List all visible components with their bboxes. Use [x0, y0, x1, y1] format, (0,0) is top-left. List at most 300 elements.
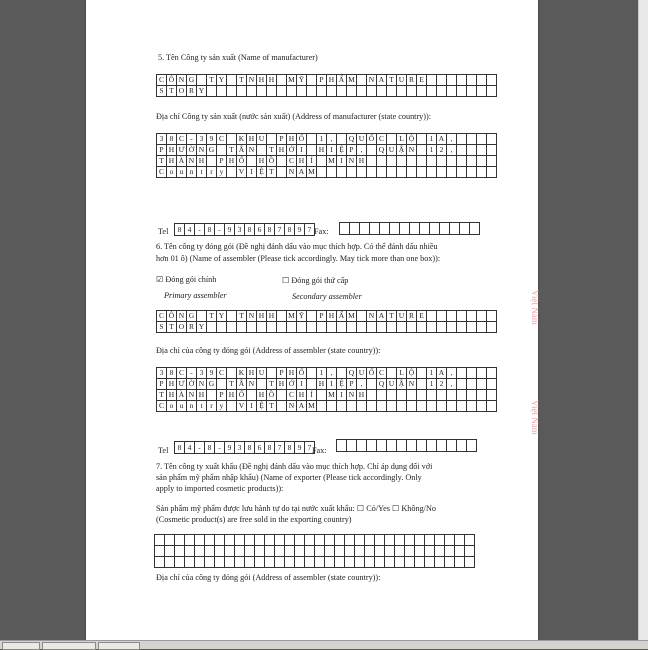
grid-cell: [417, 156, 427, 167]
checkbox-empty-icon[interactable]: ☐: [282, 276, 290, 285]
grid-cell: [427, 75, 437, 86]
grid-cell: A: [377, 75, 387, 86]
box-cell: [427, 440, 437, 452]
grid-cell: N: [367, 75, 377, 86]
grid-cell: r: [207, 401, 217, 412]
grid-cell: [307, 75, 317, 86]
box-cell: 6: [255, 442, 265, 454]
status-segment: [2, 642, 40, 650]
grid-cell: P: [347, 379, 357, 390]
manufacturer-fax-label: Fax:: [314, 227, 329, 236]
grid-cell: [317, 390, 327, 401]
grid-cell: 3: [157, 134, 167, 145]
grid-cell: [277, 86, 287, 97]
grid-cell: [195, 557, 205, 568]
grid-cell: C: [177, 368, 187, 379]
box-cell: 6: [255, 224, 265, 236]
grid-cell: Q: [347, 368, 357, 379]
grid-cell: M: [308, 401, 315, 410]
grid-cell: [227, 86, 237, 97]
box-cell: [380, 223, 390, 235]
manufacturer-fax-boxes: [339, 222, 480, 235]
box-cell: 7: [275, 224, 285, 236]
box-cell: [457, 440, 467, 452]
grid-cell: [217, 86, 227, 97]
grid-cell: I: [327, 379, 337, 390]
grid-cell: [455, 546, 465, 557]
grid-cell: I: [297, 379, 307, 390]
grid-cell: [327, 86, 337, 97]
grid-cell: [437, 401, 447, 412]
grid-cell: [185, 557, 195, 568]
grid-cell: [267, 368, 277, 379]
grid-cell: H: [247, 134, 257, 145]
box-cell: [447, 440, 457, 452]
free-sale-question-en: (Cosmetic product(s) are free sold in the exporting country): [156, 515, 352, 524]
grid-cell: 8: [167, 134, 177, 145]
box-cell: [347, 440, 357, 452]
box-cell: -: [215, 442, 225, 454]
grid-cell: [427, 390, 437, 401]
grid-cell: N: [287, 167, 297, 178]
grid-cell: [205, 557, 215, 568]
grid-cell: Ố: [237, 390, 247, 401]
grid-cell: [447, 75, 457, 86]
grid-cell: P: [217, 156, 227, 167]
box-cell: 9: [295, 224, 305, 236]
grid-cell: [377, 322, 387, 333]
grid-cell: [277, 401, 287, 412]
grid-cell: [375, 535, 385, 546]
assembler-address-grid: [156, 367, 497, 412]
grid-cell: t: [197, 401, 207, 412]
grid-cell: [325, 535, 335, 546]
grid-cell: [155, 535, 165, 546]
grid-cell: Ư: [177, 379, 187, 390]
checkbox-checked-icon[interactable]: ☑: [156, 275, 164, 284]
grid-cell: U: [397, 311, 407, 322]
secondary-assembler-en: Secondary assembler: [292, 292, 362, 301]
grid-cell: M: [328, 390, 335, 399]
grid-cell: [365, 535, 375, 546]
grid-cell: H: [327, 75, 337, 86]
grid-cell: [317, 401, 327, 412]
grid-cell: [397, 390, 407, 401]
grid-cell: 8: [167, 368, 177, 379]
grid-cell: 3: [197, 368, 207, 379]
grid-cell: [205, 535, 215, 546]
grid-cell: C: [157, 311, 167, 322]
grid-cell: Ố: [297, 134, 307, 145]
grid-cell: [487, 390, 497, 401]
grid-cell: [175, 557, 185, 568]
grid-cell: [225, 546, 235, 557]
grid-cell: [347, 322, 357, 333]
grid-cell: [317, 322, 327, 333]
grid-cell: t: [197, 167, 207, 178]
grid-cell: [395, 535, 405, 546]
grid-cell: H: [227, 390, 237, 401]
grid-cell: [205, 546, 215, 557]
grid-cell: Y: [197, 322, 207, 333]
grid-cell: [355, 535, 365, 546]
grid-cell: [315, 535, 325, 546]
grid-cell: [195, 535, 205, 546]
assembler-label-line2: hơn 01 ô) (Name of assembler (Please tick accordingly. May tick more than one box)):: [156, 254, 441, 263]
grid-cell: M: [288, 311, 295, 320]
grid-cell: n: [187, 167, 197, 178]
grid-cell: [265, 546, 275, 557]
grid-cell: Ư: [177, 145, 187, 156]
grid-cell: [487, 311, 497, 322]
grid-cell: o: [167, 167, 177, 178]
box-cell: 7: [305, 442, 315, 454]
grid-cell: [465, 535, 475, 546]
grid-cell: [465, 557, 475, 568]
grid-cell: [235, 546, 245, 557]
grid-cell: [417, 134, 427, 145]
manufacturer-name-grid: [156, 74, 497, 97]
grid-cell: [337, 134, 347, 145]
box-cell: 8: [245, 442, 255, 454]
grid-cell: [467, 311, 477, 322]
grid-cell: [227, 311, 237, 322]
grid-cell: H: [267, 311, 277, 322]
grid-cell: [265, 557, 275, 568]
grid-cell: [357, 401, 367, 412]
box-cell: [357, 440, 367, 452]
box-cell: [350, 223, 360, 235]
grid-cell: [307, 145, 317, 156]
grid-cell: [275, 535, 285, 546]
box-cell: 8: [205, 224, 215, 236]
grid-cell: ,: [447, 134, 457, 145]
grid-cell: [437, 86, 447, 97]
grid-cell: T: [267, 379, 277, 390]
box-cell: [400, 223, 410, 235]
grid-cell: [447, 86, 457, 97]
grid-cell: [165, 535, 175, 546]
grid-cell: [375, 557, 385, 568]
grid-cell: [295, 535, 305, 546]
status-segment: [42, 642, 96, 650]
grid-cell: [467, 379, 477, 390]
grid-cell: [385, 535, 395, 546]
grid-cell: [427, 322, 437, 333]
grid-cell: [377, 401, 387, 412]
grid-cell: [227, 75, 237, 86]
grid-cell: [397, 167, 407, 178]
grid-cell: 9: [207, 134, 217, 145]
assembler-address-label: Địa chỉ của công ty đóng gói (Address of assembler (state country)):: [156, 346, 381, 355]
grid-cell: [277, 322, 287, 333]
grid-cell: [425, 546, 435, 557]
grid-cell: 9: [207, 368, 217, 379]
grid-cell: [235, 535, 245, 546]
grid-cell: [467, 75, 477, 86]
box-cell: [360, 223, 370, 235]
grid-cell: U: [357, 134, 367, 145]
grid-cell: A: [297, 401, 307, 412]
grid-cell: Ố: [237, 156, 247, 167]
grid-cell: S: [157, 322, 167, 333]
grid-cell: [457, 379, 467, 390]
vertical-scrollbar[interactable]: [638, 0, 648, 642]
grid-cell: [457, 145, 467, 156]
grid-cell: Y: [217, 75, 227, 86]
grid-cell: [337, 368, 347, 379]
grid-cell: [295, 557, 305, 568]
grid-cell: H: [247, 368, 257, 379]
grid-cell: Ồ: [267, 156, 277, 167]
box-cell: 8: [265, 442, 275, 454]
manufacturer-tel-label: Tel: [158, 227, 169, 236]
grid-cell: C: [157, 75, 167, 86]
grid-cell: [465, 546, 475, 557]
grid-cell: C: [287, 390, 297, 401]
grid-cell: [277, 311, 287, 322]
grid-cell: [477, 75, 487, 86]
grid-cell: Q: [377, 379, 387, 390]
grid-cell: [477, 379, 487, 390]
grid-cell: [337, 322, 347, 333]
grid-cell: ,: [447, 368, 457, 379]
grid-cell: H: [297, 156, 307, 167]
grid-cell: [367, 145, 377, 156]
grid-cell: [477, 167, 487, 178]
box-cell: 4: [185, 442, 195, 454]
grid-cell: [457, 401, 467, 412]
box-cell: 9: [225, 224, 235, 236]
grid-cell: H: [167, 390, 177, 401]
grid-cell: [437, 75, 447, 86]
secondary-assembler-label: Đóng gói thứ cấp: [291, 276, 349, 285]
grid-cell: u: [177, 167, 187, 178]
box-cell: -: [195, 442, 205, 454]
grid-cell: 1: [317, 134, 327, 145]
grid-cell: [467, 322, 477, 333]
grid-cell: o: [167, 401, 177, 412]
grid-cell: [325, 557, 335, 568]
grid-cell: Ệ: [257, 401, 267, 412]
grid-cell: Ệ: [337, 145, 347, 156]
grid-cell: [467, 368, 477, 379]
grid-cell: 3: [157, 368, 167, 379]
grid-cell: [387, 368, 397, 379]
grid-cell: Ậ: [397, 379, 407, 390]
grid-cell: [237, 322, 247, 333]
grid-cell: [317, 167, 327, 178]
grid-cell: H: [167, 379, 177, 390]
red-stamp-mark-lower: Việt Nam: [530, 400, 540, 435]
box-cell: 8: [175, 442, 185, 454]
grid-cell: R: [407, 311, 417, 322]
grid-cell: Ờ: [187, 145, 197, 156]
free-sale-question[interactable]: Sản phẩm mỹ phẩm được lưu hành tự do tại nước xuất khẩu: ☐ Có/Yes ☐ Không/No: [156, 504, 436, 513]
grid-cell: [367, 156, 377, 167]
grid-cell: [477, 401, 487, 412]
grid-cell: [487, 167, 497, 178]
grid-cell: [417, 368, 427, 379]
grid-cell: [287, 322, 297, 333]
grid-cell: [315, 557, 325, 568]
secondary-assembler-option[interactable]: [282, 276, 348, 286]
grid-cell: C: [157, 167, 167, 178]
grid-cell: P: [347, 145, 357, 156]
grid-cell: [257, 145, 267, 156]
grid-cell: [387, 390, 397, 401]
grid-cell: À: [177, 156, 187, 167]
grid-cell: ,: [447, 379, 457, 390]
grid-cell: [307, 379, 317, 390]
grid-cell: [347, 167, 357, 178]
grid-cell: [305, 535, 315, 546]
grid-cell: [367, 390, 377, 401]
grid-cell: [385, 557, 395, 568]
grid-cell: T: [387, 311, 397, 322]
grid-cell: H: [287, 134, 297, 145]
grid-cell: [307, 86, 317, 97]
box-cell: [420, 223, 430, 235]
grid-cell: [447, 322, 457, 333]
grid-cell: [415, 535, 425, 546]
grid-cell: [317, 156, 327, 167]
grid-cell: [275, 557, 285, 568]
grid-cell: [245, 557, 255, 568]
grid-cell: [417, 401, 427, 412]
grid-cell: V: [237, 167, 247, 178]
grid-cell: [385, 546, 395, 557]
grid-cell: U: [397, 75, 407, 86]
grid-cell: [277, 156, 287, 167]
grid-cell: Ộ: [407, 368, 417, 379]
grid-cell: [387, 134, 397, 145]
grid-cell: U: [257, 368, 267, 379]
grid-cell: [297, 86, 307, 97]
grid-cell: [255, 535, 265, 546]
manufacturer-label: 5. Tên Công ty sản xuất (Name of manufacturer): [158, 53, 318, 62]
box-cell: [450, 223, 460, 235]
grid-cell: [367, 86, 377, 97]
grid-cell: M: [348, 311, 355, 320]
grid-cell: T: [167, 322, 177, 333]
grid-cell: [377, 86, 387, 97]
grid-cell: R: [407, 75, 417, 86]
grid-cell: H: [257, 311, 267, 322]
grid-cell: [397, 401, 407, 412]
primary-assembler-option[interactable]: [156, 275, 216, 285]
grid-cell: [327, 167, 337, 178]
box-cell: [367, 440, 377, 452]
grid-cell: [487, 322, 497, 333]
grid-cell: u: [177, 401, 187, 412]
grid-cell: [457, 156, 467, 167]
grid-cell: [407, 390, 417, 401]
grid-cell: N: [197, 145, 207, 156]
grid-cell: [357, 167, 367, 178]
grid-cell: [447, 167, 457, 178]
grid-cell: [445, 557, 455, 568]
grid-cell: P: [317, 75, 327, 86]
grid-cell: [227, 322, 237, 333]
grid-cell: [255, 557, 265, 568]
grid-cell: S: [157, 86, 167, 97]
grid-cell: [367, 322, 377, 333]
grid-cell: [377, 390, 387, 401]
grid-cell: [457, 390, 467, 401]
grid-cell: T: [167, 86, 177, 97]
grid-cell: [295, 546, 305, 557]
grid-cell: [377, 167, 387, 178]
grid-cell: N: [367, 311, 377, 322]
grid-cell: H: [167, 156, 177, 167]
grid-cell: [437, 322, 447, 333]
grid-cell: I: [297, 145, 307, 156]
grid-cell: [227, 401, 237, 412]
grid-cell: Q: [347, 134, 357, 145]
grid-cell: [417, 167, 427, 178]
box-cell: 9: [225, 442, 235, 454]
grid-cell: [427, 311, 437, 322]
grid-cell: [305, 546, 315, 557]
manufacturer-tel-boxes: [174, 223, 315, 236]
grid-cell: [407, 86, 417, 97]
grid-cell: N: [407, 145, 417, 156]
box-cell: 8: [265, 224, 275, 236]
grid-cell: [407, 156, 417, 167]
grid-cell: [335, 546, 345, 557]
grid-cell: L: [397, 134, 407, 145]
grid-cell: T: [237, 75, 247, 86]
grid-cell: [395, 546, 405, 557]
grid-cell: [285, 557, 295, 568]
grid-cell: L: [397, 368, 407, 379]
grid-cell: H: [267, 75, 277, 86]
grid-cell: [425, 535, 435, 546]
box-cell: [340, 223, 350, 235]
grid-cell: [257, 379, 267, 390]
grid-cell: N: [287, 401, 297, 412]
box-cell: [430, 223, 440, 235]
status-segment: [98, 642, 140, 650]
grid-cell: [457, 322, 467, 333]
grid-cell: [175, 535, 185, 546]
grid-cell: [377, 156, 387, 167]
grid-cell: H: [197, 156, 207, 167]
grid-cell: [487, 145, 497, 156]
grid-cell: [217, 322, 227, 333]
grid-cell: [457, 75, 467, 86]
grid-cell: [387, 322, 397, 333]
grid-cell: [215, 557, 225, 568]
grid-cell: [165, 557, 175, 568]
grid-cell: [217, 379, 227, 390]
grid-cell: P: [277, 368, 287, 379]
grid-cell: y: [217, 401, 227, 412]
grid-cell: [277, 167, 287, 178]
grid-cell: [327, 401, 337, 412]
grid-cell: [247, 86, 257, 97]
grid-cell: C: [287, 156, 297, 167]
grid-cell: G: [187, 311, 197, 322]
grid-cell: [197, 75, 207, 86]
box-cell: 7: [305, 224, 315, 236]
grid-cell: H: [317, 379, 327, 390]
grid-cell: [255, 546, 265, 557]
grid-cell: Y: [197, 86, 207, 97]
grid-cell: P: [217, 390, 227, 401]
grid-cell: [175, 546, 185, 557]
